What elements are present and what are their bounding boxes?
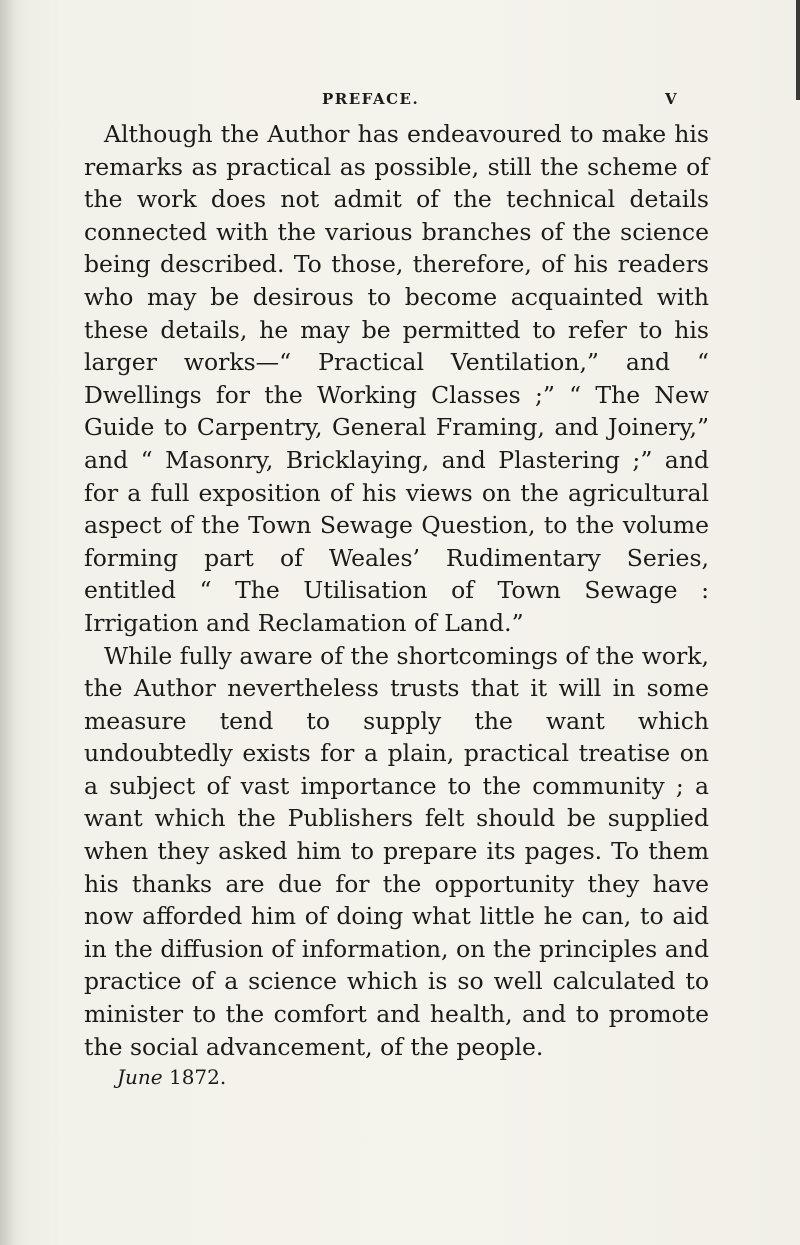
- page-edge: [796, 0, 800, 100]
- preface-body: [84, 118, 709, 1063]
- running-title: PREFACE.: [322, 90, 420, 108]
- page-gutter-shadow: [0, 0, 26, 1245]
- paragraph-2: While fully aware of the shortcomings of the work, the Author nevertheless trusts that it will in some measure tend to supply the want which undoubtedly exists for a plain, practical treatise on a subject of vast importance to the community ; a want which the Publishers felt should be supplied when they asked him to prepare its pages. To them his thanks are due for the opportunity they have now afforded him of doing what little he can, to aid in the diffusion of information, on the principles and practice of a science which is so well calculated to minister to the comfort and health, and to promote the social advancement, of the people.: [84, 641, 709, 1061]
- date-signature: [117, 1065, 226, 1089]
- paragraph-1: Although the Author has endeavoured to make his remarks as practical as possible, still the scheme of the work does not admit of the technical details connected with the various branches of the science being described. To those, therefore, of his readers who may be desirous to become acquainted with these details, he may be permitted to refer to his larger works—“ Practical Ventilation,” and “ Dwellings for the Working Classes ;” “ The New Guide to Carpentry, General Framing, and Joinery,” and “ Masonry, Bricklaying, and Plastering ;” and for a full exposition of his views on the agricultural aspect of the Town Sewage Question, to the volume forming part of Weales’ Rudimentary Series, entitled “ The Utilisation of Town Sewage : Irrigation and Reclamation of Land.”: [84, 120, 709, 637]
- signature-month: June: [117, 1065, 163, 1089]
- page-number: V: [665, 90, 677, 108]
- running-head: [0, 90, 800, 112]
- signature-year: 1872.: [168, 1065, 227, 1089]
